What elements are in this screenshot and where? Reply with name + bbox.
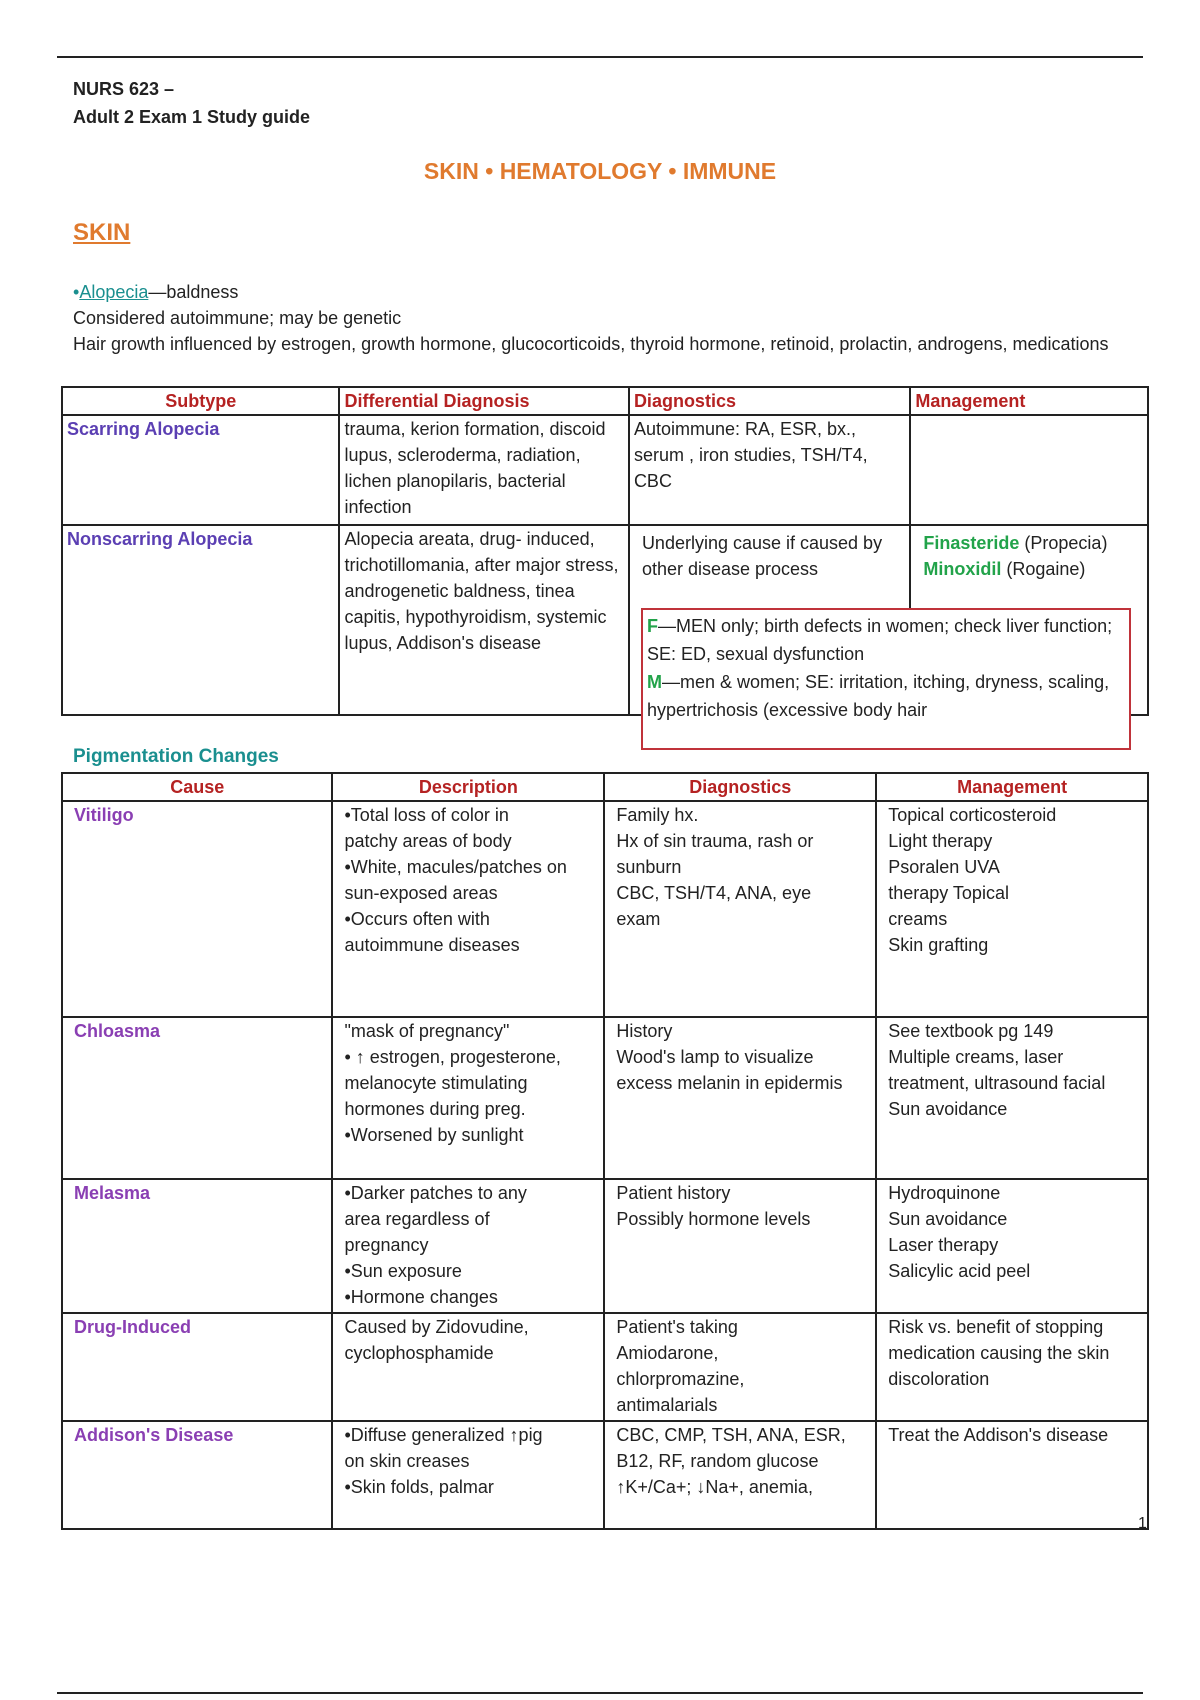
drug-finasteride: Finasteride <box>923 533 1020 553</box>
brand-rogaine: (Rogaine) <box>1001 559 1086 579</box>
alopecia-intro <box>73 279 1163 357</box>
description-cell <box>332 801 604 1017</box>
table-header-row <box>62 773 1148 801</box>
management-line: Salicylic acid peel <box>888 1261 1031 1281</box>
course-header <box>73 75 310 131</box>
table-row <box>62 1313 1148 1421</box>
description-line: •Worsened by sunlight <box>344 1125 524 1145</box>
diagnostics-line: Hx of sin trauma, rash or sunburn <box>616 831 814 877</box>
diagnostics-line: Family hx. <box>616 805 699 825</box>
description-cell <box>332 1179 604 1313</box>
subtype-cell: Nonscarring Alopecia <box>62 525 339 715</box>
table-row <box>62 1017 1148 1179</box>
management-cell <box>876 801 1148 1017</box>
diagnostics-line: ↑K+/Ca+; ↓Na+, anemia, <box>616 1477 813 1497</box>
management-line <box>923 556 1135 582</box>
description-cell <box>332 1017 604 1179</box>
diagnostics-cell <box>604 1313 876 1421</box>
cause-cell: Drug-Induced <box>62 1313 332 1421</box>
management-line: Sun avoidance <box>888 1209 1008 1229</box>
alopecia-link[interactable]: Alopecia <box>79 282 149 302</box>
subtype-cell: Scarring Alopecia <box>62 415 339 525</box>
description-line: •Total loss of color in patchy areas of body <box>344 805 512 851</box>
differential-cell: trauma, kerion formation, discoid lupus, scleroderma, radiation, lichen planopilaris, bacterial infection <box>339 415 628 525</box>
differential-cell: Alopecia areata, drug- induced, trichotillomania, after major stress, androgenetic baldness, tinea capitis, hypothyroidism, systemic lupus, Addison's disease <box>339 525 628 715</box>
description-line: •Occurs often with autoimmune diseases <box>344 909 520 955</box>
page-number: 1 <box>1138 1515 1147 1532</box>
diagnostics-line: CBC, CMP, TSH, ANA, ESR, B12, RF, random glucose <box>616 1425 846 1471</box>
pigmentation-table <box>61 772 1149 1530</box>
col-diagnostics: Diagnostics <box>629 387 910 415</box>
top-rule <box>57 56 1143 58</box>
note-m-text: —men & women; SE: irritation, itching, dryness, scaling, hypertrichosis (excessive body hair <box>647 672 1110 720</box>
alopecia-definition: —baldness <box>148 282 239 302</box>
col-differential: Differential Diagnosis <box>339 387 628 415</box>
description-cell <box>332 1313 604 1421</box>
management-line: Sun avoidance <box>888 1099 1008 1119</box>
table-header-row <box>62 387 1148 415</box>
description-line: •White, macules/patches on sun-exposed areas <box>344 857 567 903</box>
diagnostics-line: Patient's taking Amiodarone, chlorpromazine, antimalarials <box>616 1317 745 1415</box>
note-finasteride <box>647 612 1125 668</box>
drug-note-box <box>641 608 1131 750</box>
diagnostics-line: Possibly hormone levels <box>616 1209 811 1229</box>
note-f-text: —MEN only; birth defects in women; check liver function; SE: ED, sexual dysfunction <box>647 616 1113 664</box>
management-line: Topical corticosteroid <box>888 805 1057 825</box>
bullet-icon: • <box>73 282 80 302</box>
management-line: Multiple creams, laser treatment, ultrasound facial <box>888 1047 1106 1093</box>
col-diagnostics: Diagnostics <box>604 773 876 801</box>
cause-cell: Vitiligo <box>62 801 332 1017</box>
diagnostics-line: CBC, TSH/T4, ANA, eye exam <box>616 883 812 929</box>
diagnostics-cell <box>604 801 876 1017</box>
management-line: See textbook pg 149 <box>888 1021 1054 1041</box>
management-line: Skin grafting <box>888 935 989 955</box>
cause-cell: Addison's Disease <box>62 1421 332 1529</box>
diagnostics-cell: Autoimmune: RA, ESR, bx., serum , iron studies, TSH/T4, CBC <box>629 415 910 525</box>
description-line: •Darker patches to any area regardless of pregnancy <box>344 1183 527 1255</box>
note-letter-m: M <box>647 672 662 692</box>
description-line: •Hormone changes <box>344 1287 498 1307</box>
description-line: • ↑ estrogen, progesterone, melanocyte stimulating hormones during preg. <box>344 1047 561 1119</box>
alopecia-heading <box>73 279 1163 305</box>
management-cell <box>876 1313 1148 1421</box>
table-row <box>62 801 1148 1017</box>
description-line: •Skin folds, palmar <box>344 1477 494 1497</box>
alopecia-line-1: Considered autoimmune; may be genetic <box>73 308 402 328</box>
management-cell <box>910 415 1148 525</box>
note-letter-f: F <box>647 616 658 636</box>
alopecia-line-2: Hair growth influenced by estrogen, growth hormone, glucocorticoids, thyroid hormone, retinoid, prolactin, androgens, medications <box>73 334 1109 354</box>
course-code: NURS 623 – <box>73 79 175 99</box>
description-line: Caused by Zidovudine, cyclophosphamide <box>344 1317 529 1363</box>
management-line <box>923 530 1135 556</box>
description-line: •Sun exposure <box>344 1261 462 1281</box>
col-management: Management <box>910 387 1148 415</box>
col-management: Management <box>876 773 1148 801</box>
diagnostics-cell <box>604 1179 876 1313</box>
brand-propecia: (Propecia) <box>1019 533 1108 553</box>
diagnostics-line: History <box>616 1021 673 1041</box>
cause-cell: Chloasma <box>62 1017 332 1179</box>
section-title-skin: SKIN <box>73 219 131 246</box>
management-line: Treat the Addison's disease <box>888 1425 1109 1445</box>
pigmentation-title: Pigmentation Changes <box>73 746 279 767</box>
table-row <box>62 1179 1148 1313</box>
description-line: •Diffuse generalized ↑pig on skin creases <box>344 1425 543 1471</box>
drug-minoxidil: Minoxidil <box>923 559 1002 579</box>
cause-cell: Melasma <box>62 1179 332 1313</box>
diagnostics-text: Underlying cause if caused by other disease process <box>641 533 883 579</box>
management-cell <box>876 1017 1148 1179</box>
management-cell <box>876 1179 1148 1313</box>
management-line: Risk vs. benefit of stopping medication causing the skin discoloration <box>888 1317 1110 1389</box>
management-line: Hydroquinone <box>888 1183 1001 1203</box>
diagnostics-line: Patient history <box>616 1183 731 1203</box>
col-cause: Cause <box>62 773 332 801</box>
diagnostics-cell <box>604 1017 876 1179</box>
management-line: Psoralen UVA therapy Topical creams <box>888 857 1009 929</box>
topics-banner: SKIN • HEMATOLOGY • IMMUNE <box>423 158 777 184</box>
management-cell <box>876 1421 1148 1529</box>
col-description: Description <box>332 773 604 801</box>
diagnostics-line: Wood's lamp to visualize excess melanin in epidermis <box>616 1047 843 1093</box>
description-cell <box>332 1421 604 1529</box>
note-minoxidil <box>647 668 1125 724</box>
management-line: Laser therapy <box>888 1235 999 1255</box>
description-line: "mask of pregnancy" <box>344 1021 510 1041</box>
bottom-rule <box>57 1692 1143 1694</box>
table-row <box>62 415 1148 525</box>
diagnostics-cell <box>604 1421 876 1529</box>
col-subtype: Subtype <box>62 387 339 415</box>
study-guide-title: Adult 2 Exam 1 Study guide <box>73 107 311 127</box>
table-row <box>62 1421 1148 1529</box>
management-line: Light therapy <box>888 831 993 851</box>
